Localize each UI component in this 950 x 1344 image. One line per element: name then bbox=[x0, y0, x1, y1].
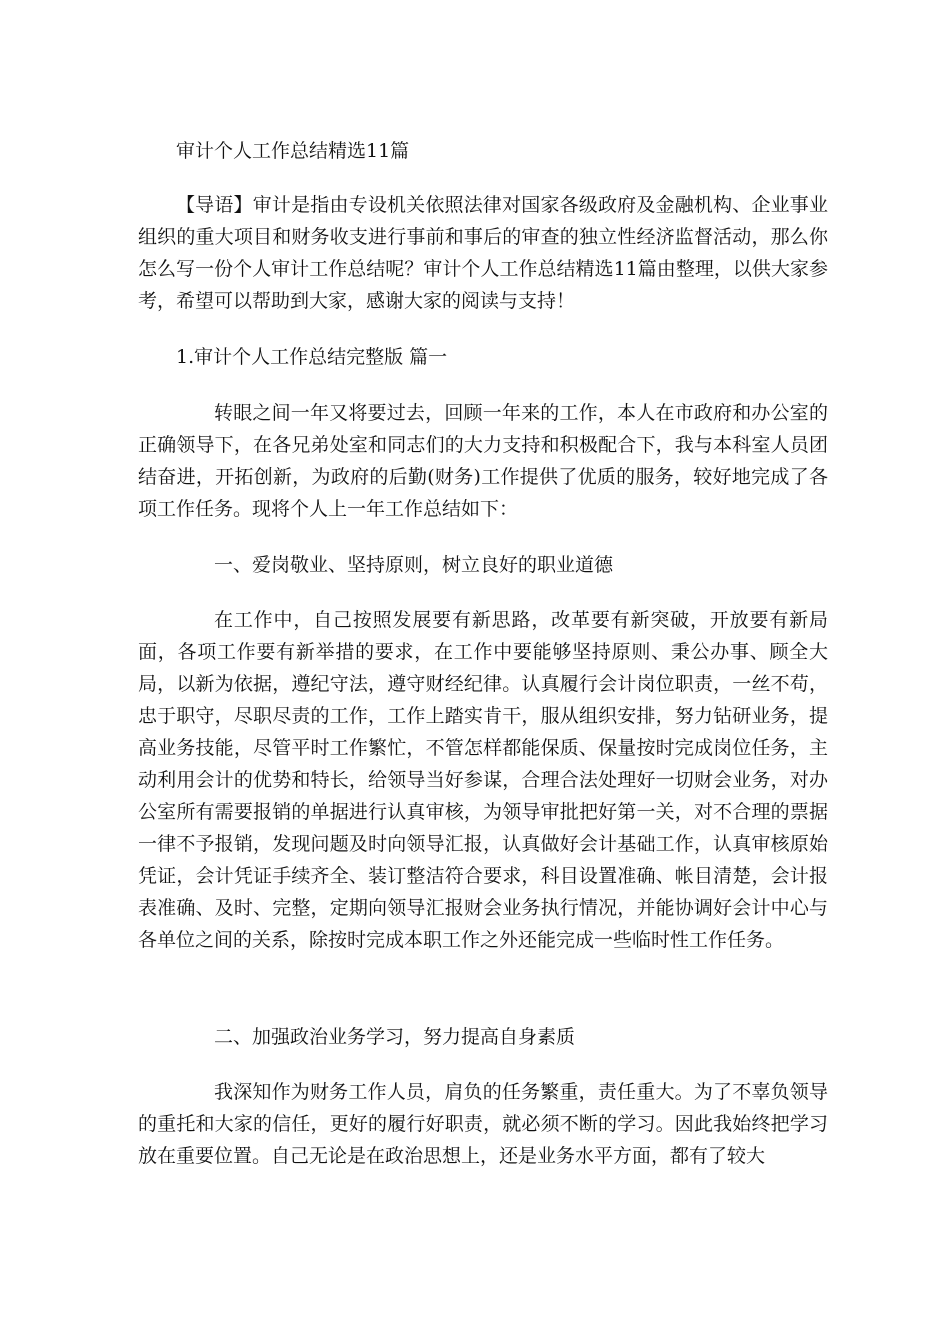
document-title: 审计个人工作总结精选11篇 bbox=[176, 140, 410, 162]
paragraph-1: 转眼之间一年又将要过去，回顾一年来的工作，本人在市政府和办公室的正确领导下，在各兄弟处室和同志们的大力支持和积极配合下，我与本科室人员团结奋进，开拓创新，为政府的后勤(财务)工作提供了优质的服务，较好地完成了各项工作任务。现将个人上一年工作总结如下： bbox=[138, 402, 828, 520]
subheading-2: 二、加强政治业务学习，努力提高自身素质 bbox=[214, 1026, 576, 1048]
subheading-1: 一、爱岗敬业、坚持原则，树立良好的职业道德 bbox=[214, 554, 614, 576]
section-heading: 1.审计个人工作总结完整版 篇一 bbox=[176, 346, 448, 368]
intro-paragraph: 【导语】审计是指由专设机关依照法律对国家各级政府及金融机构、企业事业组织的重大项目和财务收支进行事前和事后的审查的独立性经济监督活动，那么你怎么写一份个人审计工作总结呢？审计个人工作总结精选11篇由整理，以供大家参考，希望可以帮助到大家，感谢大家的阅读与支持！ bbox=[138, 194, 828, 312]
paragraph-2: 在工作中，自己按照发展要有新思路，改革要有新突破，开放要有新局面，各项工作要有新举措的要求，在工作中要能够坚持原则、秉公办事、顾全大局，以新为依据，遵纪守法，遵守财经纪律。认真履行会计岗位职责，一丝不苟，忠于职守，尽职尽责的工作，工作上踏实肯干，服从组织安排，努力钻研业务，提高业务技能，尽管平时工作繁忙，不管怎样都能保质、保量按时完成岗位任务，主动利用会计的优势和特长，给领导当好参谋，合理合法处理好一切财会业务，对办公室所有需要报销的单据进行认真审核，为领导审批把好第一关，对不合理的票据一律不予报销，发现问题及时向领导汇报，认真做好会计基础工作，认真审核原始凭证，会计凭证手续齐全、装订整洁符合要求，科目设置准确、帐目清楚，会计报表准确、及时、完整，定期向领导汇报财会业务执行情况，并能协调好会计中心与各单位之间的关系，除按时完成本职工作之外还能完成一些临时性工作任务。 bbox=[138, 609, 828, 951]
paragraph-3: 我深知作为财务工作人员，肩负的任务繁重，责任重大。为了不辜负领导的重托和大家的信任，更好的履行好职责，就必须不断的学习。因此我始终把学习放在重要位置。自己无论是在政治思想上，还是业务水平方面，都有了较大 bbox=[138, 1081, 828, 1167]
